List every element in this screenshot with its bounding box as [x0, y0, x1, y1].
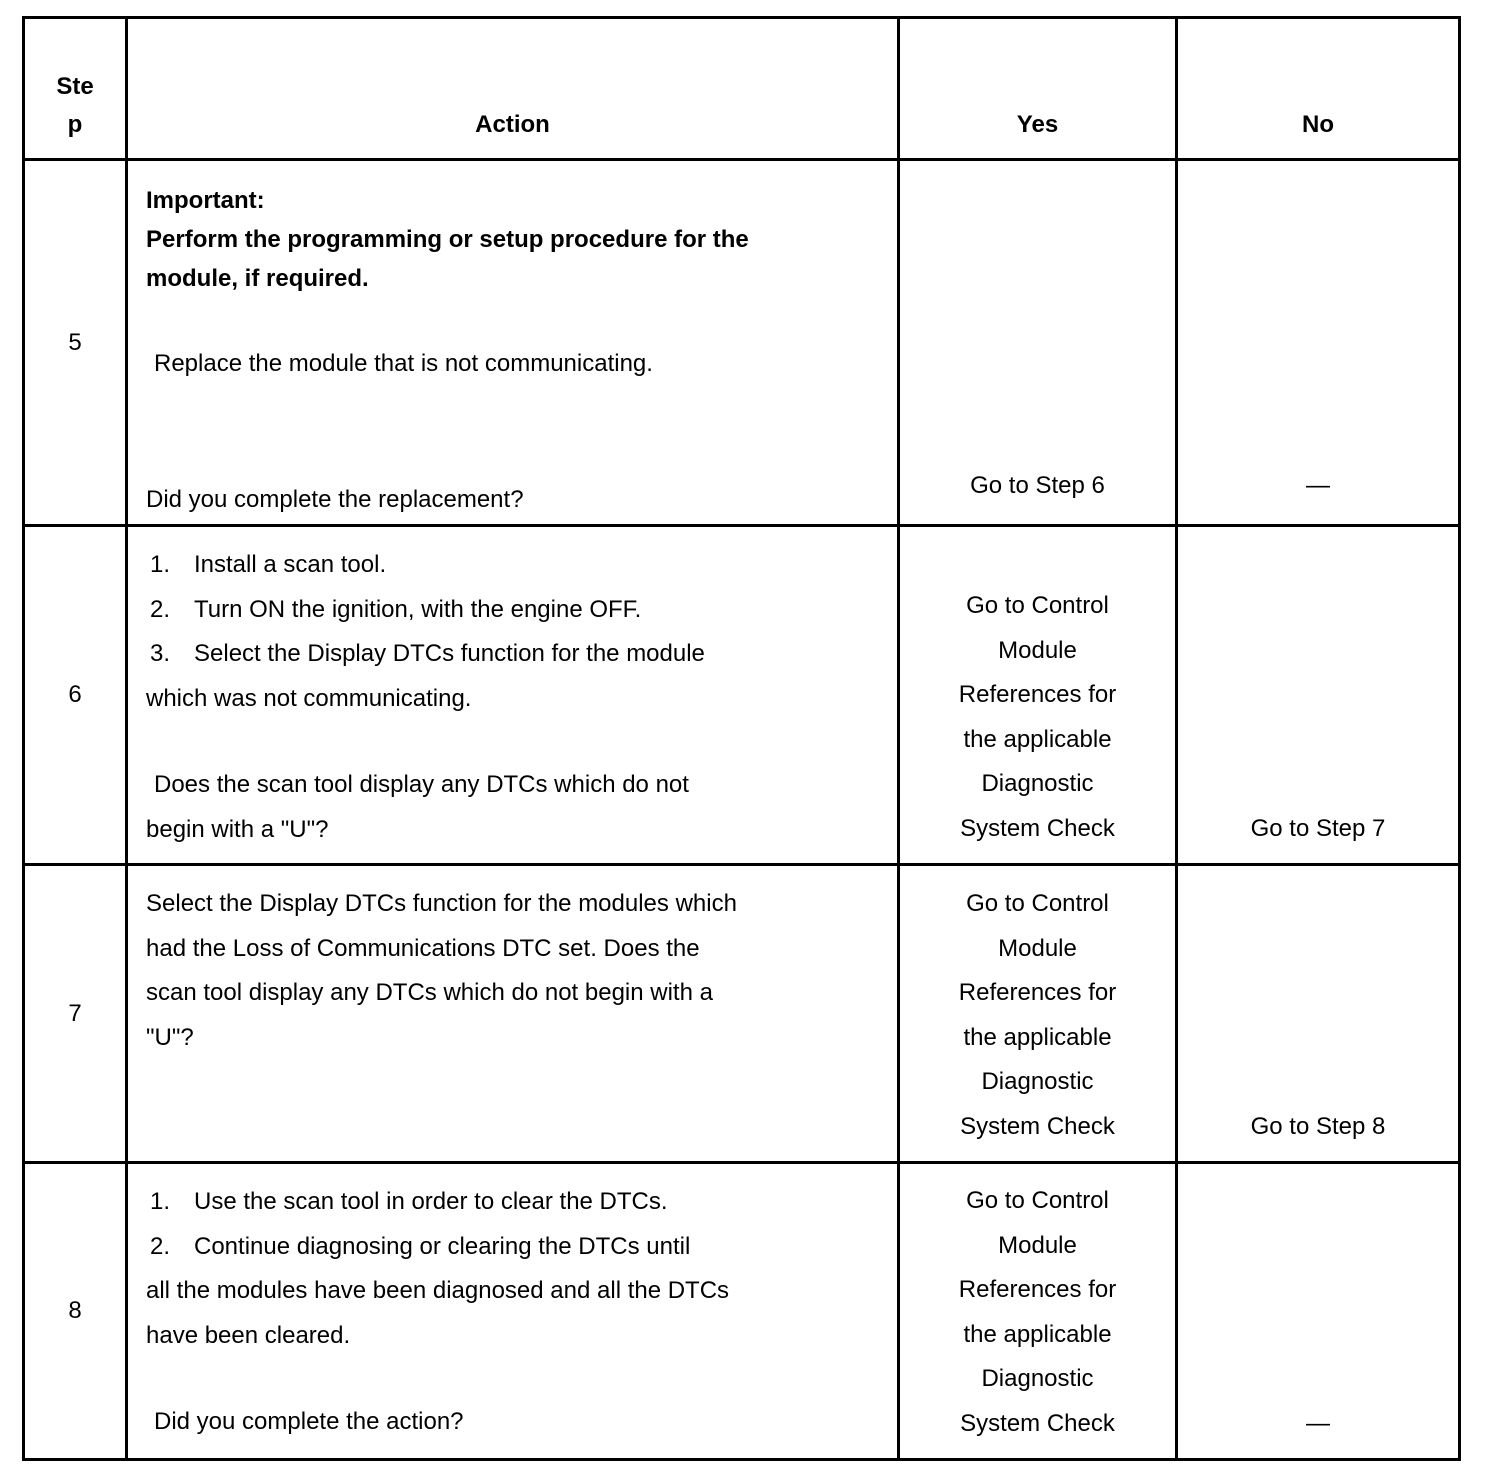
table-header-row	[24, 18, 1460, 160]
question-text: Did you complete the replacement?	[146, 485, 524, 513]
yes-answer-line: Module	[998, 934, 1077, 962]
yes-answer: Go to Step 6	[970, 471, 1105, 499]
yes-cell	[899, 160, 1177, 526]
action-cell	[127, 865, 899, 1163]
header-no: No	[1177, 18, 1460, 160]
header-step-label: Step	[56, 73, 94, 138]
continuation-text: which was not communicating.	[146, 684, 472, 712]
yes-answer-line: Go to Control	[966, 592, 1109, 619]
yes-answer-line: the applicable	[963, 1320, 1112, 1348]
yes-answer-line: Diagnostic	[981, 1068, 1094, 1095]
no-cell	[1177, 1163, 1460, 1460]
yes-answer-line: Diagnostic	[981, 770, 1094, 797]
no-answer: —	[1306, 1409, 1330, 1437]
action-text-line: Select the Display DTCs function for the modules which	[146, 890, 737, 917]
table-row-step-7	[24, 865, 1460, 1163]
yes-answer-line: Go to Control	[966, 1187, 1109, 1214]
action-text-line: "U"?	[146, 1023, 194, 1051]
yes-answer-line: References for	[958, 1276, 1117, 1303]
yes-answer-line: Go to Control	[966, 890, 1109, 917]
question-text: Does the scan tool display any DTCs which do not	[154, 771, 689, 798]
diagnostic-table	[22, 16, 1461, 1461]
action-text-line: had the Loss of Communications DTC set. Does the	[146, 934, 700, 962]
yes-answer-line: System Check	[960, 1112, 1115, 1140]
yes-answer-line: System Check	[960, 1409, 1115, 1437]
action-cell	[127, 1163, 899, 1460]
yes-answer-line: the applicable	[963, 725, 1112, 753]
no-answer: Go to Step 8	[1250, 1112, 1386, 1140]
no-cell	[1177, 865, 1460, 1163]
yes-answer-line: References for	[958, 681, 1117, 708]
header-yes: Yes	[899, 18, 1177, 160]
no-cell	[1177, 526, 1460, 865]
question-text: begin with a "U"?	[146, 815, 329, 843]
yes-cell	[899, 865, 1177, 1163]
important-label: Important:	[146, 187, 265, 214]
table-row-step-5	[24, 160, 1460, 526]
yes-cell	[899, 526, 1177, 865]
no-cell	[1177, 160, 1460, 526]
instruction-text: Replace the module that is not communicating.	[154, 350, 653, 377]
list-item: 2. Turn ON the ignition, with the engine OFF.	[150, 595, 642, 623]
step-number: 5	[24, 160, 127, 526]
yes-answer-line: Module	[998, 1231, 1077, 1259]
action-text-line: scan tool display any DTCs which do not begin with a	[146, 979, 713, 1006]
header-step	[24, 18, 127, 160]
question-text: Did you complete the action?	[154, 1408, 464, 1435]
list-item: 3. Select the Display DTCs function for the module	[150, 640, 705, 667]
list-item: 1. Install a scan tool.	[150, 551, 387, 578]
yes-cell	[899, 1163, 1177, 1460]
no-answer: —	[1306, 471, 1330, 499]
step-number: 7	[24, 865, 127, 1163]
continuation-text: have been cleared.	[146, 1321, 351, 1349]
important-text-line: Perform the programming or setup procedure for the	[146, 226, 749, 253]
action-cell	[127, 526, 899, 865]
yes-answer-line: References for	[958, 979, 1117, 1006]
table-row-step-8	[24, 1163, 1460, 1460]
step-number: 6	[24, 526, 127, 865]
header-action: Action	[127, 18, 899, 160]
table-row-step-6	[24, 526, 1460, 865]
yes-answer-line: the applicable	[963, 1023, 1112, 1051]
continuation-text: all the modules have been diagnosed and all the DTCs	[146, 1277, 730, 1304]
yes-answer-line: System Check	[960, 814, 1115, 842]
list-item: 1. Use the scan tool in order to clear the DTCs.	[150, 1188, 668, 1215]
list-item: 2. Continue diagnosing or clearing the DTCs until	[150, 1232, 691, 1260]
yes-answer-line: Diagnostic	[981, 1365, 1094, 1392]
action-cell	[127, 160, 899, 526]
no-answer: Go to Step 7	[1250, 814, 1386, 842]
important-text-line: module, if required.	[146, 265, 369, 292]
step-number: 8	[24, 1163, 127, 1460]
yes-answer-line: Module	[998, 636, 1077, 664]
